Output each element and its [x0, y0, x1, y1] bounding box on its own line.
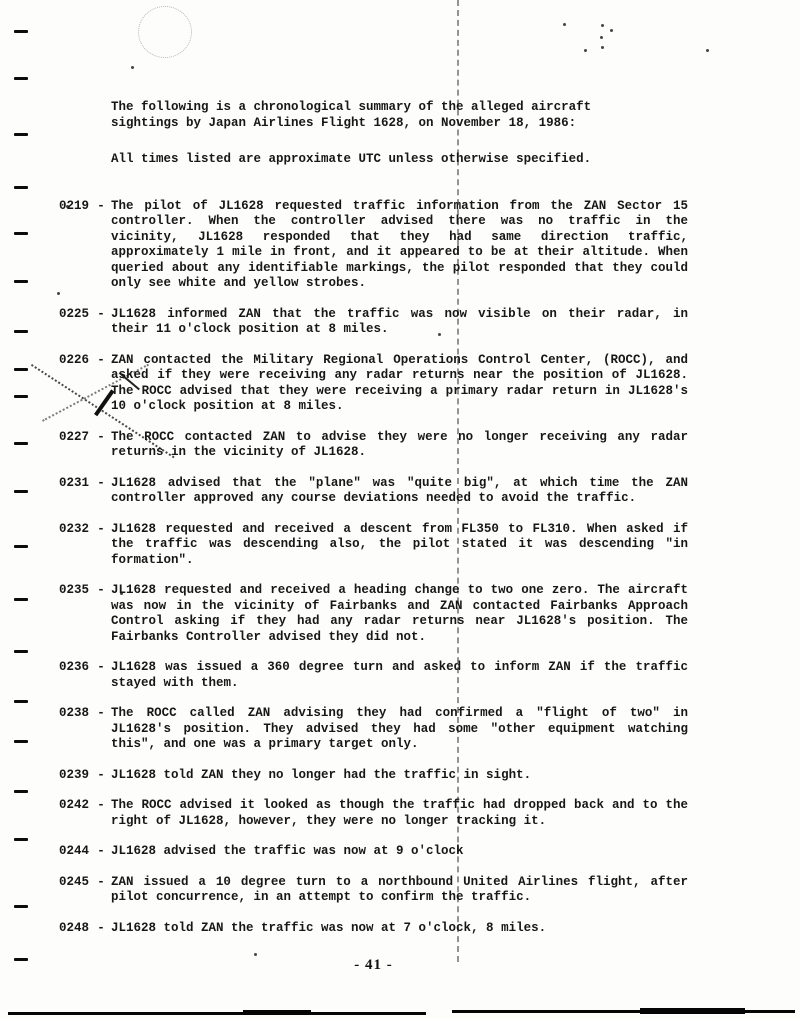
- timeline-entry: [59, 353, 688, 415]
- entry-time: 0236: [59, 660, 90, 674]
- entry-text: ZAN issued a 10 degree turn to a northbound United Airlines flight, after pilot concurrence, in an attempt to confirm the traffic.: [111, 874, 688, 904]
- speckle-mark: [563, 23, 566, 26]
- entry-text: JL1628 requested and received a descent from FL350 to FL310. When asked if the traffic was descending also, the pilot stated it was descending "in formation".: [111, 521, 688, 567]
- entry-time: 0242: [59, 798, 90, 812]
- entry-time: 0248: [59, 920, 90, 935]
- margin-dash-mark: [14, 395, 28, 398]
- timeline-entry: [59, 844, 688, 860]
- entry-separator: -: [97, 521, 105, 536]
- margin-dash-mark: [14, 545, 28, 548]
- margin-dash-mark: [14, 490, 28, 493]
- timeline-entry: [59, 660, 688, 691]
- bottom-scan-line: [640, 1008, 745, 1014]
- page-number: - 41 -: [354, 957, 393, 973]
- margin-dash-mark: [14, 838, 28, 841]
- speckle-mark: [254, 953, 257, 956]
- entry-separator: -: [97, 306, 105, 321]
- margin-dash-mark: [14, 598, 28, 601]
- margin-dash-mark: [14, 133, 28, 136]
- timeline-entry: [59, 307, 688, 338]
- entry-separator: -: [97, 660, 105, 674]
- speckle-mark: [706, 49, 709, 52]
- entry-text: ZAN contacted the Military Regional Operations Control Center, (ROCC), and asked if they were receiving any radar returns near the position of JL1628. The ROCC advised that they were receiving a primary radar return in JL1628's 10 o'clock position at 8 miles.: [111, 352, 688, 413]
- entries: [59, 199, 688, 937]
- speckle-mark: [584, 49, 587, 52]
- timeline-entry: [59, 768, 688, 784]
- entry-text: JL1628 requested and received a heading change to two one zero. The aircraft was now in the vicinity of Fairbanks and ZAN contacted Fairbanks Approach Control asking if they had any radar returns near JL1628's position. The Fairbanks Controller advised they did not.: [111, 583, 688, 644]
- timeline-entry: [59, 798, 688, 829]
- bottom-scan-line: [8, 1012, 426, 1015]
- margin-dash-mark: [14, 740, 28, 743]
- entry-text: The ROCC contacted ZAN to advise they were no longer receiving any radar returns in the vicinity of JL1628.: [111, 429, 688, 459]
- entry-text: JL1628 told ZAN they no longer had the traffic in sight.: [111, 767, 532, 782]
- entry-time: 0232: [59, 521, 90, 536]
- document-body: [59, 100, 688, 951]
- entry-separator: -: [97, 767, 105, 782]
- margin-dash-mark: [14, 905, 28, 908]
- speckle-mark: [131, 66, 134, 69]
- bottom-scan-line: [243, 1010, 311, 1015]
- entry-time: 0219: [59, 198, 90, 213]
- entry-separator: -: [97, 874, 105, 889]
- entry-text: JL1628 told ZAN the traffic was now at 7 o'clock, 8 miles.: [111, 920, 547, 935]
- speckle-mark: [610, 29, 613, 32]
- margin-dash-mark: [14, 232, 28, 235]
- margin-dash-mark: [14, 958, 28, 961]
- entry-time: 0235: [59, 583, 90, 597]
- timeline-entry: [59, 430, 688, 461]
- margin-dash-mark: [14, 790, 28, 793]
- entry-text: JL1628 was issued a 360 degree turn and asked to inform ZAN if the traffic stayed with them.: [111, 660, 688, 690]
- entry-text: JL1628 advised the traffic was now at 9 o'clock: [111, 844, 464, 858]
- entry-separator: -: [97, 429, 105, 444]
- margin-dash-mark: [14, 330, 28, 333]
- margin-dash-mark: [14, 30, 28, 33]
- entry-text: The ROCC called ZAN advising they had confirmed a "flight of two" in JL1628's position. They advised they had some "other equipment watching this", and one was a primary target only.: [111, 706, 688, 751]
- entry-time: 0226: [59, 352, 90, 367]
- entry-separator: -: [97, 844, 105, 858]
- intro-paragraph: The following is a chronological summary of the alleged aircraft sightings by Japan Airlines Flight 1628, on November 18, 1986:: [111, 100, 592, 130]
- margin-dash-mark: [14, 280, 28, 283]
- margin-dash-mark: [14, 186, 28, 189]
- timeline-entry: [59, 476, 688, 507]
- entry-text: The ROCC advised it looked as though the traffic had dropped back and to the right of JL1628, however, they were no longer tracking it.: [111, 798, 688, 828]
- times-note: All times listed are approximate UTC unless otherwise specified.: [111, 152, 592, 166]
- margin-dash-mark: [14, 650, 28, 653]
- margin-dash-mark: [14, 368, 28, 371]
- entry-separator: -: [97, 920, 105, 935]
- entry-time: 0239: [59, 767, 90, 782]
- margin-dash-mark: [14, 442, 28, 445]
- entry-text: JL1628 advised that the "plane" was "quite big", at which time the ZAN controller approved any course deviations needed to avoid the traffic.: [111, 475, 688, 505]
- entry-time: 0244: [59, 844, 90, 858]
- timeline-entry: [59, 921, 688, 937]
- margin-dash-mark: [14, 700, 28, 703]
- speckle-mark: [601, 46, 604, 49]
- timeline-entry: [59, 583, 688, 645]
- margin-dash-mark: [14, 77, 28, 80]
- entry-text: JL1628 informed ZAN that the traffic was now visible on their radar, in their 11 o'clock position at 8 miles.: [111, 306, 688, 336]
- timeline-entry: [59, 706, 688, 753]
- entry-separator: -: [97, 706, 105, 720]
- entry-separator: -: [97, 583, 105, 597]
- speckle-mark: [601, 24, 604, 27]
- timeline-entry: [59, 199, 688, 292]
- hole-punch-mark: [138, 6, 192, 58]
- entry-separator: -: [97, 475, 105, 490]
- timeline-entry: [59, 875, 688, 906]
- timeline-entry: [59, 522, 688, 569]
- entry-time: 0245: [59, 874, 90, 889]
- entry-separator: -: [97, 798, 105, 812]
- entry-time: 0227: [59, 429, 90, 444]
- speckle-mark: [600, 36, 603, 39]
- entry-time: 0238: [59, 706, 90, 720]
- entry-time: 0231: [59, 475, 90, 490]
- entry-separator: -: [97, 352, 105, 367]
- entry-time: 0225: [59, 306, 90, 321]
- entry-text: The pilot of JL1628 requested traffic information from the ZAN Sector 15 controller. When the controller advised there was no traffic in the vicinity, JL1628 responded that they had same direction traffic, approximately 1 mile in front, and it appeared to be at their altitude. When queried about any identifiable markings, the pilot responded that they could only see white and yellow strobes.: [111, 198, 688, 290]
- entry-separator: -: [97, 198, 105, 213]
